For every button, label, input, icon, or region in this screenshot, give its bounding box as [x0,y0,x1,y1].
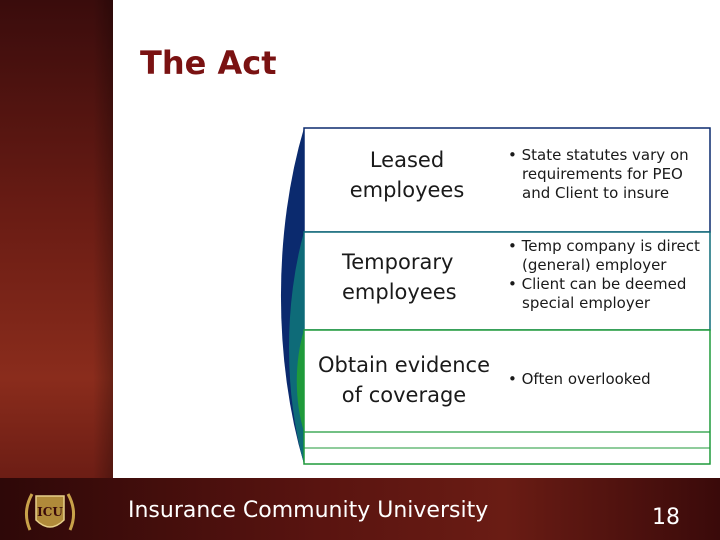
bullet-item: • Often overlooked [508,370,651,388]
slide-title: The Act [140,44,277,82]
row-label-evidence: Obtain evidence of coverage [318,353,490,407]
bullet-item: • Temp company is direct (general) employer [508,237,700,274]
icu-crest-logo [20,486,80,538]
page-number: 18 [652,505,680,530]
row-bullets-leased [508,146,708,203]
row-bullets-temporary [508,237,708,313]
bullet-item: • Client can be deemed special employer [508,275,687,312]
row-label-temporary: Temporary employees [342,250,457,304]
row-bullets-evidence [508,370,708,389]
organization-name: Insurance Community University [128,498,489,523]
row-label-leased: Leased employees [349,148,465,202]
svg-text:ICU: ICU [37,505,63,519]
bullet-item: • State statutes vary on requirements for PEO and Client to insure [508,146,689,202]
